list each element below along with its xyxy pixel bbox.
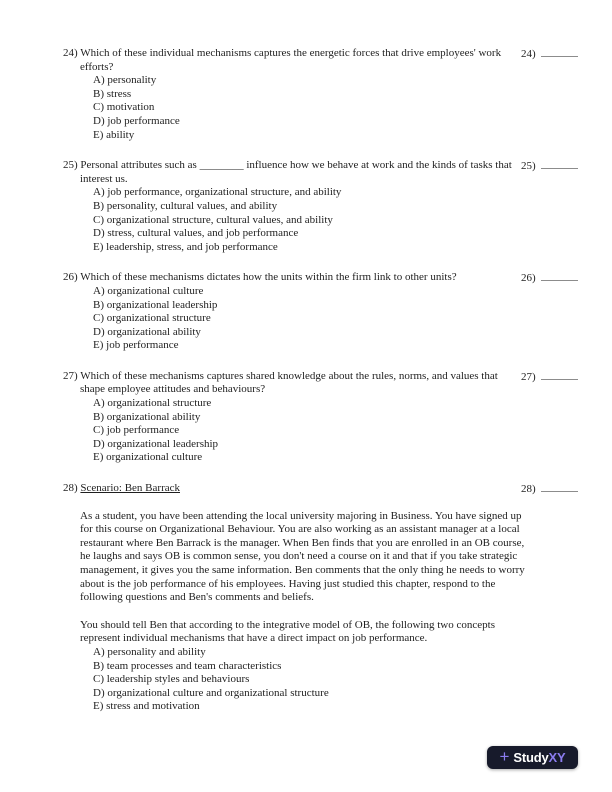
brand-name [513,751,565,765]
brand-name-accent: XY [548,749,566,765]
question-28-main [63,482,525,714]
scenario-prompt: You should tell Ben that according to the integrative model of OB, the following two concepts represent individual mechanisms that have a direct impact on job performance. [80,618,495,645]
question-27-main [63,370,520,465]
option-d: D) job performance [93,114,180,127]
option-d: D) organizational leadership [93,437,219,450]
question-26-main [63,271,520,353]
question-number: 25) [63,159,78,172]
option-c: C) motivation [93,101,155,114]
question-options [63,186,520,254]
answer-area [520,482,578,497]
question-stem [63,370,520,397]
question-number: 28) [63,482,78,495]
studyxy-badge[interactable] [487,746,578,769]
question-24-main [63,47,520,142]
question-options [63,397,520,465]
question-text: Which of these individual mechanisms captures the energetic forces that drive employees' work efforts? [80,47,502,73]
question-text: Which of these mechanisms captures shared knowledge about the rules, norms, and values that shape employee attitudes and behaviours? [80,369,498,396]
question-number: 24) [63,47,78,59]
question-27-block [63,370,576,465]
question-options [63,74,520,142]
question-stem [63,482,520,496]
option-e: E) organizational culture [93,451,203,464]
question-stem [63,159,520,186]
question-text: Personal attributes such as ________ influence how we behave at work and the kinds of tasks that interest us. [80,159,512,185]
question-number: 27) [63,369,78,382]
option-c: C) organizational structure [93,312,211,325]
answer-area [520,159,578,174]
option-b: B) team processes and team characteristics [93,659,282,672]
option-c: C) job performance [93,424,180,437]
question-number: 26) [63,271,78,284]
answer-number: 26) [521,272,536,285]
question-25-block [63,159,576,254]
option-b: B) personality, cultural values, and ability [93,199,278,212]
scenario-paragraph: As a student, you have been attending the local university majoring in Business. You have signed up for this course on Organizational Behaviour. You are also working as an assistant manager at a local restaurant where Ben Barrack is the manager. When Ben finds that you are enrolled in an OB course, he laughs and says OB is common sense, you don't need a course on it and that if you take strategic management, it gives you the same information. Ben comments that the only thing he needs to worry about is the job performance of his employees. Having just studied this chapter, respond to the following questions and Ben's comments and beliefs. [80,509,525,604]
answer-area [520,370,578,385]
option-d: D) organizational culture and organizational structure [93,686,329,699]
option-e: E) job performance [93,339,179,352]
option-a: A) job performance, organizational structure, and ability [93,186,342,199]
question-24-block [63,47,576,142]
question-26-block [63,271,576,353]
scenario-heading: Scenario: Ben Barrack [80,482,180,495]
answer-area [520,271,578,286]
option-a: A) personality [93,74,157,87]
option-d: D) stress, cultural values, and job performance [93,227,299,240]
answer-number: 24) [521,48,536,60]
answer-area [520,47,578,62]
option-d: D) organizational ability [93,325,201,338]
option-a: A) organizational structure [93,397,212,410]
question-stem [63,271,520,285]
answer-blank [541,47,578,57]
option-b: B) organizational ability [93,410,201,423]
option-c: C) organizational structure, cultural values, and ability [93,213,333,226]
question-stem [63,47,520,74]
question-options [63,285,520,353]
plus-icon: + [499,747,510,766]
answer-blank [541,159,578,169]
question-28-block [63,482,576,714]
answer-blank [541,271,578,281]
option-a: A) organizational culture [93,284,204,297]
question-options [63,646,520,714]
option-e: E) ability [93,128,135,141]
brand-name-primary: Study [513,749,549,765]
answer-blank [541,370,578,380]
option-b: B) organizational leadership [93,298,218,311]
option-e: E) stress and motivation [93,700,200,713]
option-b: B) stress [93,87,132,100]
questions-list [63,47,576,731]
answer-number: 28) [521,483,536,496]
answer-blank [541,482,578,492]
answer-number: 25) [521,160,536,173]
option-e: E) leadership, stress, and job performance [93,240,278,253]
option-a: A) personality and ability [93,645,206,658]
option-c: C) leadership styles and behaviours [93,673,250,686]
question-25-main [63,159,520,254]
question-text: Which of these mechanisms dictates how the units within the firm link to other units? [80,271,457,284]
answer-number: 27) [521,370,536,383]
